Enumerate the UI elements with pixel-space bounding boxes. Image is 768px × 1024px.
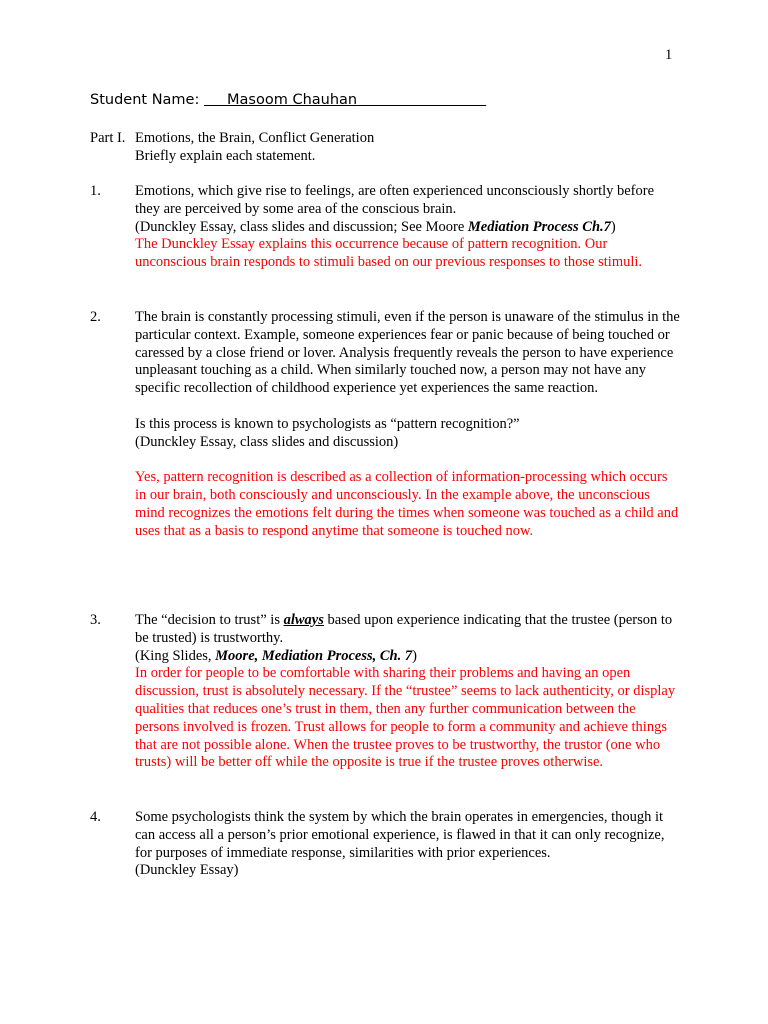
question-2-statement: The brain is constantly processing stimuli, even if the person is unaware of the stimulus in the particular context. Example, someone experiences fear or panic because of being touched or caressed by a close friend or lover. Analysis frequently reveals the person to have experience unpleasant touching as a child. When similarly touched now, a person may not have any specific recollection of childhood experience yet experiences the same reaction. — [135, 309, 680, 397]
question-2-source: (Dunckley Essay, class slides and discussion) — [135, 433, 399, 450]
student-name-line — [90, 92, 486, 108]
question-3-source: (King Slides, Moore, Mediation Process, Ch. 7) — [135, 647, 417, 664]
question-1-answer: The Dunckley Essay explains this occurrence because of pattern recognition. Our unconscious brain responds to stimuli based on our previous responses to those stimuli. — [135, 236, 643, 271]
question-1-source: (Dunckley Essay, class slides and discussion; See Moore Mediation Process Ch.7) — [135, 218, 616, 235]
question-2 — [135, 309, 680, 540]
page-number: 1 — [665, 47, 673, 63]
question-4-source: (Dunckley Essay) — [135, 862, 239, 879]
question-3-number: 3. — [90, 612, 101, 628]
question-1-source-emphasis: Mediation Process Ch.7 — [467, 218, 611, 235]
question-3-source-emphasis: Moore, Mediation Process, Ch. 7 — [215, 647, 413, 664]
question-4-statement: Some psychologists think the system by which the brain operates in emergencies, though it can access all a person’s prior emotional experience, is flawed in that it can only recognize, for purposes of immediate response, similarities with prior experiences. — [135, 809, 665, 861]
question-2-number: 2. — [90, 309, 101, 325]
part-title: Emotions, the Brain, Conflict Generation — [135, 130, 375, 146]
student-name-value: Masoom Chauhan — [227, 92, 358, 108]
student-name-underline-tail — [357, 92, 486, 108]
question-4-number: 4. — [90, 809, 101, 825]
question-3-answer: In order for people to be comfortable with sharing their problems and having an open discussion, trust is absolutely necessary. If the “trustee” seems to lack authenticity, or display qualities that reduces one’s trust in them, then any further communication between the persons involved is frozen. Trust allows for people to form a community and achieve things that are not possible alone. When the trustee proves to be trustworthy, the trustor (one who trusts) will be better off while the opposite is true if the trustee proves otherwise. — [135, 665, 676, 771]
student-name-label: Student Name: — [90, 92, 204, 108]
part-instruction: Briefly explain each statement. — [135, 148, 316, 164]
part-label: Part I. — [90, 130, 126, 146]
question-4 — [135, 809, 680, 880]
student-name-underline-lead — [204, 92, 227, 108]
question-3 — [135, 612, 680, 772]
question-3-statement: The “decision to trust” is always based upon experience indicating that the trustee (person to be trusted) is trustworthy. — [135, 612, 673, 646]
question-1 — [135, 183, 680, 272]
question-1-statement: Emotions, which give rise to feelings, are often experienced unconsciously shortly before they are perceived by some area of the conscious brain. — [135, 183, 655, 217]
question-2-answer: Yes, pattern recognition is described as a collection of information-processing which occurs in our brain, both consciously and unconsciously. In the example above, the unconscious mind recognizes the emotions felt during the times when someone was touched as a child and uses that as a basis to respond anytime that someone is touched now. — [135, 469, 679, 539]
question-2-question: Is this process is known to psychologists as “pattern recognition?” — [135, 415, 520, 432]
question-1-number: 1. — [90, 183, 101, 199]
question-3-statement-emphasis: always — [283, 612, 324, 628]
